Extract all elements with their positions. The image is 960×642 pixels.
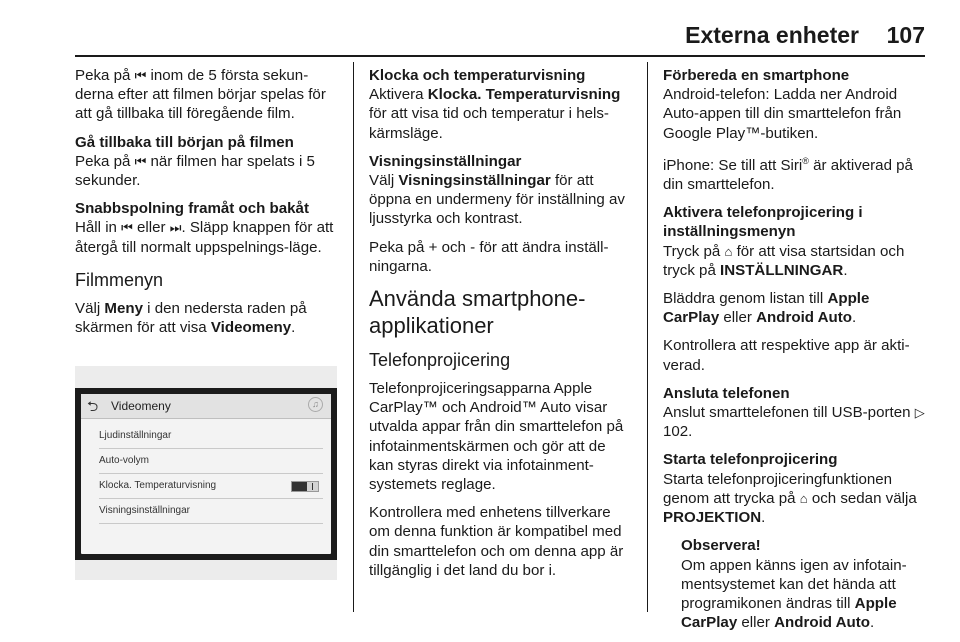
note-box bbox=[663, 536, 928, 632]
paragraph-scroll-list: Bläddra genom listan till Apple CarPlay eller Android Auto. bbox=[663, 290, 870, 327]
menu-title: Videomeny bbox=[111, 399, 171, 413]
paragraph-connect: Anslut smarttelefonen till USB-porten ▷ 102. bbox=[663, 404, 925, 441]
paragraph-film-menu: Välj Meny i den nedersta raden på skärmen för att visa Videomeny. bbox=[75, 299, 307, 337]
menu-row-auto-volume: Auto-volym bbox=[99, 449, 323, 474]
menu-title-bar bbox=[81, 394, 331, 419]
paragraph-fast-seek: Håll in ⏮ eller ⏭. Släpp knappen för att återgå till normalt uppspelnings-läge. bbox=[75, 219, 334, 256]
paragraph-compatibility: Kontrollera med enhetens tillverkare om denna funktion är kompatibel med din smarttelefon och om denna app är tillgänglig i det land du bor i. bbox=[369, 504, 624, 579]
skip-back-icon: ⏮ bbox=[121, 220, 133, 236]
paragraph-previous-film: Peka på ⏮ inom de 5 första sekun-derna efter att filmen börjar spelas för att gå tillbaka till föregående film. bbox=[75, 67, 326, 123]
paragraph-display-settings: Välj Visningsinställningar för att öppna en undermeny för inställning av ljusstyrka och kontrast. bbox=[369, 172, 625, 228]
paragraph-check-app: Kontrollera att respektive app är akti-verad. bbox=[663, 337, 910, 374]
paragraph-start: Starta telefonprojiceringfunktionen genom att trycka på ⌂ och sedan välja PROJEKTION. bbox=[663, 470, 917, 527]
screen-panel bbox=[81, 394, 331, 554]
paragraph-clock-temperature: Aktivera Klocka. Temperaturvisning för att visa tid och temperatur i hels-kärmsläge. bbox=[369, 86, 621, 142]
section-title: Externa enheter bbox=[685, 22, 859, 48]
note-title: Observera! bbox=[681, 537, 761, 555]
back-arrow-icon: ⮌ bbox=[87, 398, 99, 414]
menu-row-display-settings: Visningsinställningar bbox=[99, 499, 323, 524]
skip-back-icon: ⏮ bbox=[134, 153, 147, 169]
paragraph-adjust-settings: Peka på + och - för att ändra inställ-ningarna. bbox=[369, 238, 609, 275]
column-divider-1 bbox=[353, 62, 354, 612]
paragraph-projection-intro: Telefonprojiceringsapparna Apple CarPlay™ och Android™ Auto visar utvalda appar från din smarttelefon på infotainmentskärmen och gör att de kan styras direkt via infotainment-systemets reglage. bbox=[369, 380, 624, 494]
heading-phone-projection: Telefonprojicering bbox=[369, 350, 511, 371]
music-note-icon: ♫ bbox=[308, 397, 323, 412]
column-divider-2 bbox=[647, 62, 648, 612]
paragraph-android: Android-telefon: Ladda ner Android Auto-appen till din smarttelefon från Google Play™-butiken. bbox=[663, 86, 902, 142]
heading-smartphone-apps: Använda smartphone-applikationer bbox=[369, 286, 586, 339]
paragraph-iphone: iPhone: Se till att Siri® är aktiverad på din smarttelefon. bbox=[663, 155, 913, 194]
heading-start-projection: Starta telefonprojicering bbox=[663, 451, 838, 469]
skip-back-icon: ⏮ bbox=[134, 68, 147, 83]
heading-restart-film: Gå tillbaka till början på filmen bbox=[75, 133, 294, 151]
heading-display-settings: Visningsinställningar bbox=[369, 152, 522, 170]
reference-arrow-icon: ▷ bbox=[914, 405, 925, 421]
paragraph-restart-film: Peka på ⏮ när filmen har spelats i 5 sekunder. bbox=[75, 152, 315, 190]
heading-clock-temperature: Klocka och temperaturvisning bbox=[369, 67, 586, 84]
heading-fast-seek: Snabbspolning framåt och bakåt bbox=[75, 200, 309, 218]
menu-row-sound-settings: Ljudinställningar bbox=[99, 424, 323, 449]
skip-forward-icon: ⏭ bbox=[169, 220, 182, 236]
column-1 bbox=[75, 66, 343, 346]
note-text: Om appen känns igen av infotain-mentsystemet kan det hända att programikonen ändras till Apple CarPlay eller Android Auto. bbox=[681, 556, 907, 632]
heading-activate-projection: Aktivera telefonprojicering i inställningsmenyn bbox=[663, 204, 863, 241]
home-icon: ⌂ bbox=[799, 490, 808, 506]
heading-film-menu: Filmmenyn bbox=[75, 269, 164, 290]
heading-prepare-smartphone: Förbereda en smartphone bbox=[663, 67, 850, 84]
page-header bbox=[75, 22, 925, 52]
page-number: 107 bbox=[886, 22, 925, 48]
menu-row-clock-temperature: Klocka. Temperaturvisning bbox=[99, 474, 323, 499]
column-2 bbox=[369, 66, 633, 589]
paragraph-activate: Tryck på ⌂ för att visa startsidan och tryck på INSTÄLLNINGAR. bbox=[663, 242, 905, 279]
toggle-switch bbox=[291, 481, 319, 492]
heading-connect-phone: Ansluta telefonen bbox=[663, 384, 790, 402]
header-rule bbox=[75, 55, 925, 57]
column-3 bbox=[663, 66, 928, 632]
screen-bezel bbox=[75, 388, 337, 560]
home-icon: ⌂ bbox=[724, 243, 733, 259]
video-menu-screenshot bbox=[75, 366, 337, 580]
